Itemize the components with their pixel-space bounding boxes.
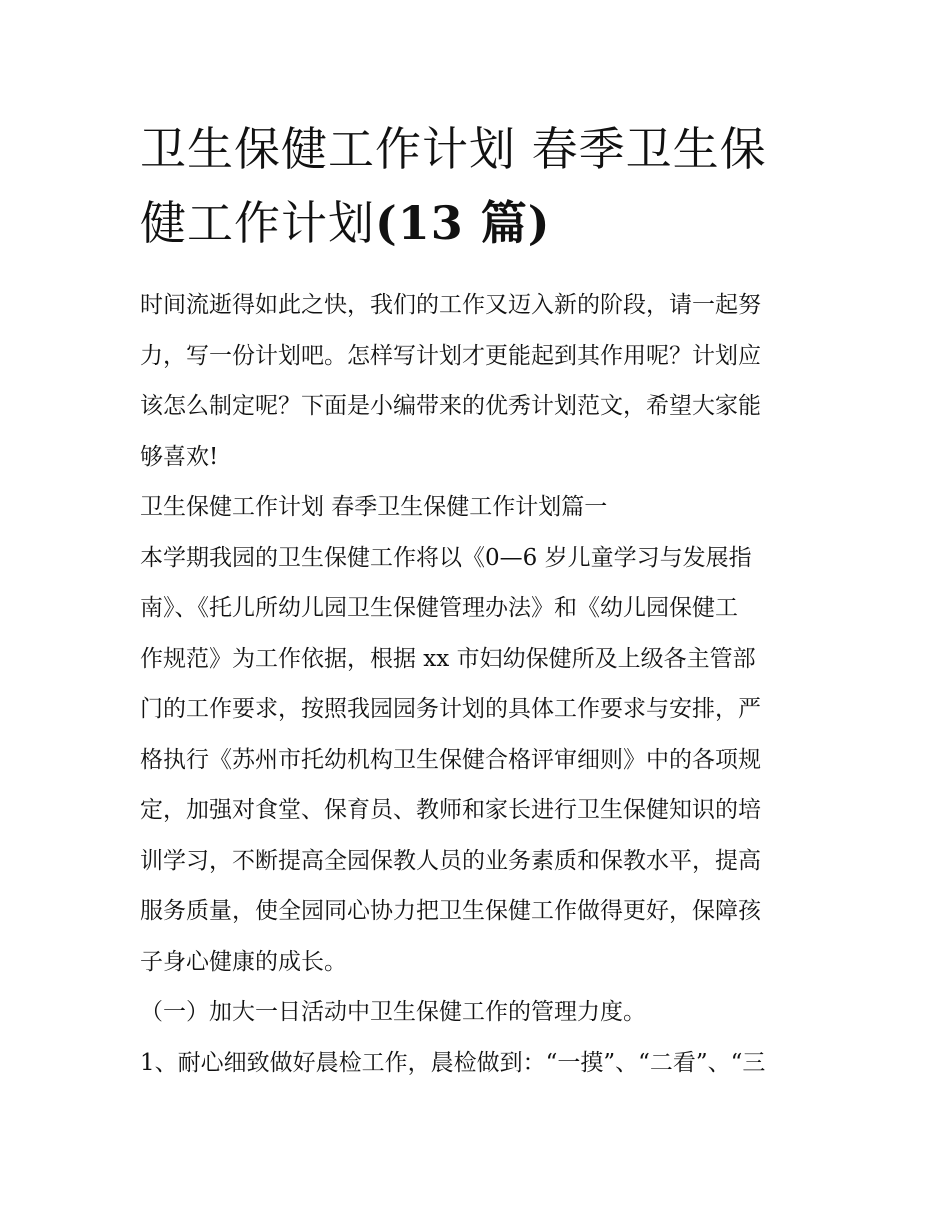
- title-line-2: [140, 186, 830, 260]
- paragraph-line: 力，写一份计划吧。怎样写计划才更能起到其作用呢？计划应: [140, 342, 761, 369]
- paragraph-line: 作规范》为工作依据，根据 xx 市妇幼保健所及上级各主管部: [140, 645, 756, 672]
- paragraph-line: 定，加强对食堂、保育员、教师和家长进行卫生保健知识的培: [140, 797, 761, 823]
- paragraph-line: 服务质量，使全园同心协力把卫生保健工作做得更好，保障孩: [140, 898, 761, 924]
- subsection-heading: （一）加大一日活动中卫生保健工作的管理力度。: [140, 999, 646, 1025]
- title-line-1: 卫生保健工作计划 春季卫生保: [140, 122, 767, 176]
- paragraph-line: 够喜欢!: [140, 443, 219, 470]
- paragraph-line: 南》、《托儿所幼儿园卫生保健管理办法》和《幼儿园保健工: [140, 595, 738, 621]
- title-line-2-text: 健工作计划: [140, 196, 375, 250]
- paragraph-line: 本学期我园的卫生保健工作将以《0—6 岁儿童学习与发展指: [140, 544, 752, 571]
- title-line-2-bold: (13 篇): [375, 196, 551, 250]
- paragraph-line: 训学习，不断提高全园保教人员的业务素质和保教水平，提高: [140, 847, 761, 874]
- list-item: 1、耐心细致做好晨检工作，晨检做到：“一摸”、“二看”、“三: [140, 1049, 766, 1076]
- document-title: [140, 112, 830, 260]
- paragraph-line: 子身心健康的成长。: [140, 948, 347, 975]
- paragraph-line: 格执行《苏州市托幼机构卫生保健合格评审细则》中的各项规: [140, 746, 761, 773]
- paragraph-line: 该怎么制定呢？下面是小编带来的优秀计划范文，希望大家能: [140, 393, 761, 419]
- section-heading: 卫生保健工作计划 春季卫生保健工作计划篇一: [140, 494, 608, 520]
- paragraph-line: 时间流逝得如此之快，我们的工作又迈入新的阶段，请一起努: [140, 292, 761, 318]
- document-body: [140, 280, 820, 1088]
- paragraph-line: 门的工作要求，按照我园园务计划的具体工作要求与安排，严: [140, 696, 761, 722]
